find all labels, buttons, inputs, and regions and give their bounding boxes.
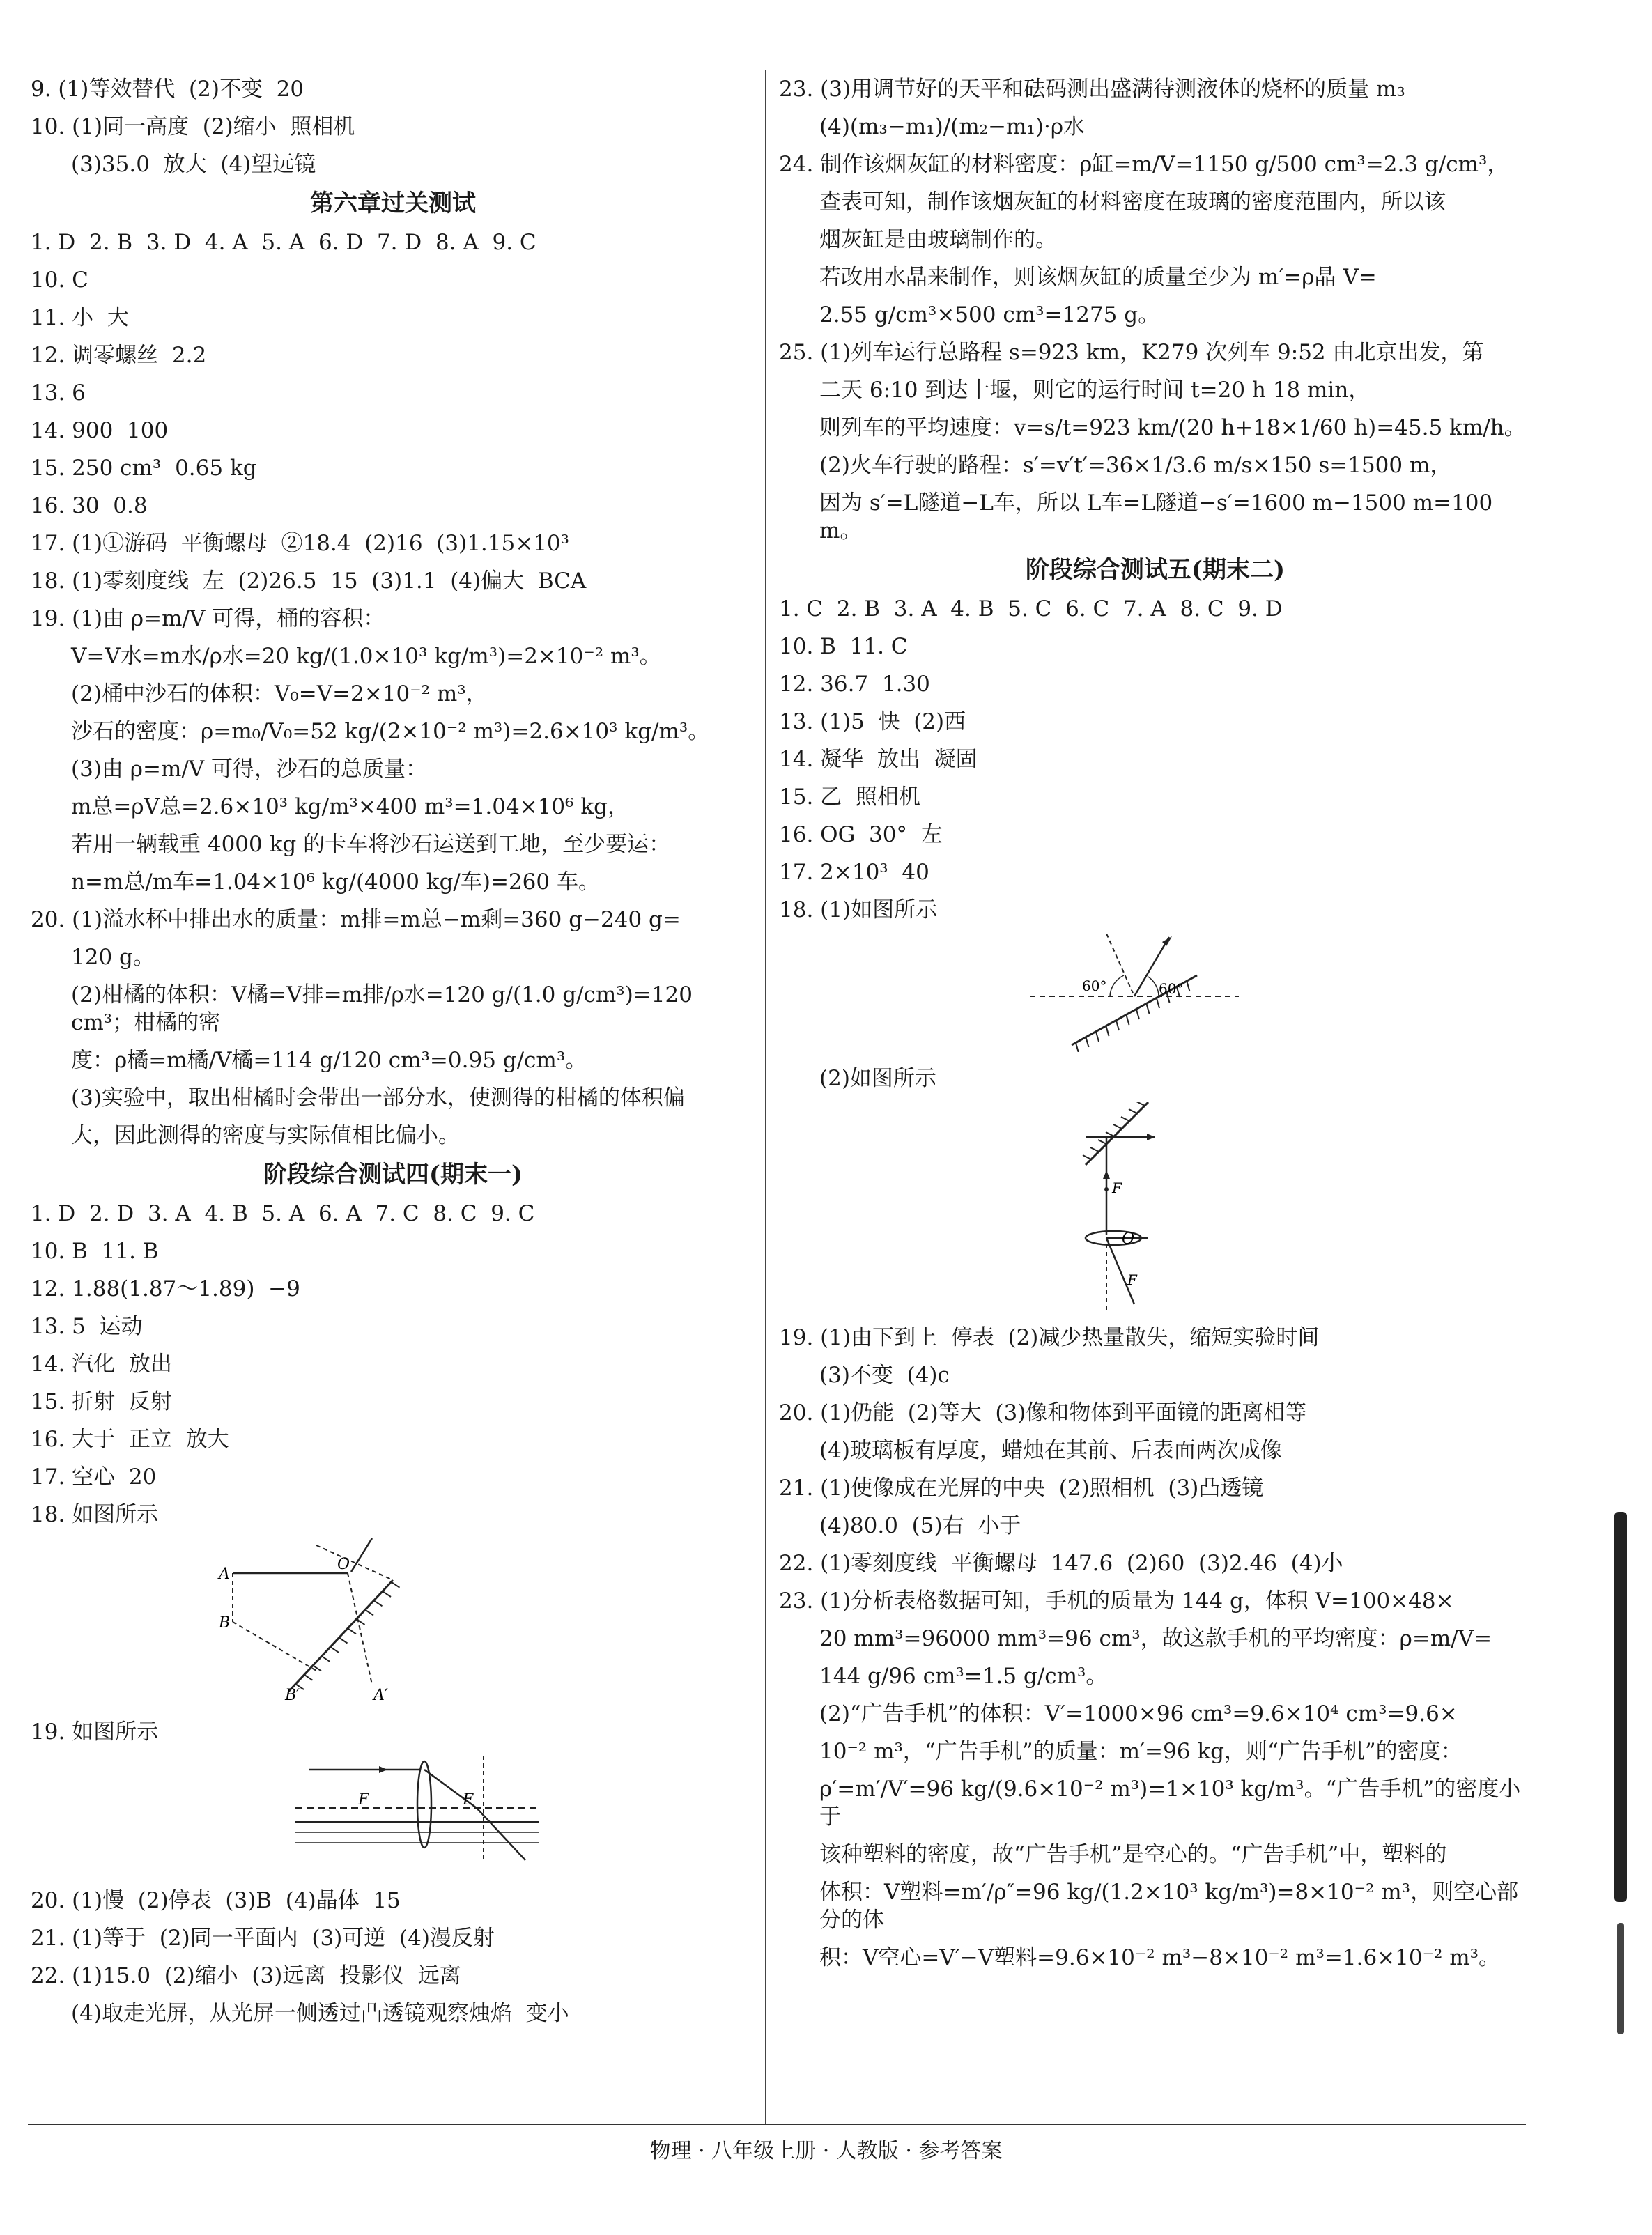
answer-line: (2)火车行驶的路程：s′=v′t′=36×1/3.6 m/s×150 s=1500 m， [819,453,1452,478]
answer-line: 144 g/96 cm³=1.5 g/cm³。 [819,1664,1108,1689]
answer-line: 11. 小 大 [31,305,129,330]
answer-line: (3)实验中，取出柑橘时会带出一部分水，使测得的柑橘的体积偏 [71,1085,685,1111]
answer-line: 19. (1)由 ρ=m/V 可得，桶的容积： [31,606,385,631]
answer-line: 19. 如图所示 [31,1719,159,1745]
answer-line: 22. (1)15.0 (2)缩小 (3)远离 投影仪 远离 [31,1963,461,1988]
answer-line: (4)80.0 (5)右 小于 [819,1513,1021,1538]
answer-line: 23. (3)用调节好的天平和砝码测出盛满待测液体的烧杯的质量 m₃ [779,77,1405,102]
answer-line: 12. 36.7 1.30 [779,672,930,697]
section-heading: 阶段综合测试五(期末二) [1025,556,1286,584]
answer-line: 度：ρ橘=m橘/V橘=114 g/120 cm³=0.95 g/cm³。 [71,1048,587,1073]
answer-line: 24. 制作该烟灰缸的材料密度：ρ缸=m/V=1150 g/500 cm³=2.3 g/cm³， [779,152,1509,177]
answer-line: 若用一辆载重 4000 kg 的卡车将沙石运送到工地，至少要运： [71,832,671,857]
answer-line: 16. 30 0.8 [31,493,148,518]
answer-line: 17. 2×10³ 40 [779,860,929,885]
answer-line: 18. (1)如图所示 [779,897,938,922]
answer-line: 1. D 2. B 3. D 4. A 5. A 6. D 7. D 8. A 9. C [31,230,536,255]
answer-line: 12. 1.88(1.87～1.89) −9 [31,1276,300,1301]
answer-line: ρ′=m′/V′=96 kg/(9.6×10⁻² m³)=1×10³ kg/m³。“广告手机”的密度小于 [819,1777,1521,1830]
fig-label: A′ [373,1687,388,1704]
fig-label: B [219,1614,231,1632]
answer-line: 二天 6:10 到达十堰，则它的运行时间 t=20 h 18 min， [819,378,1371,403]
scan-edge-shadow [1614,1512,1627,1902]
figure-fig18R2 [779,1102,1531,1311]
answer-line: 2.55 g/cm³×500 cm³=1275 g。 [819,302,1160,327]
answer-line: 沙石的密度：ρ=m₀/V₀=52 kg/(2×10⁻² m³)=2.6×10³ kg/m³。 [71,719,710,744]
answer-line: 大，因此测得的密度与实际值相比偏小。 [71,1123,460,1148]
answer-line: 1. D 2. D 3. A 4. B 5. A 6. A 7. C 8. C 9. C [31,1201,535,1226]
lens-refraction-diagram [295,1756,546,1874]
answer-line: 19. (1)由下到上 停表 (2)减少热量散失，缩短实验时间 [779,1325,1320,1350]
answer-line: 17. (1)①游码 平衡螺母 ②18.4 (2)16 (3)1.15×10³ [31,531,570,556]
fig-label: F [463,1791,474,1809]
answer-line: 18. (1)零刻度线 左 (2)26.5 15 (3)1.1 (4)偏大 BCA [31,569,587,594]
fig-label: 60° [1082,977,1107,994]
answer-line: (2)“广告手机”的体积：V′=1000×96 cm³=9.6×10⁴ cm³=9.6× [819,1701,1458,1726]
answer-line: 积：V空心=V′−V塑料=9.6×10⁻² m³−8×10⁻² m³=1.6×10⁻² m³。 [819,1945,1501,1970]
footer-rule [28,2124,1526,2125]
answer-line: 21. (1)使像成在光屏的中央 (2)照相机 (3)凸透镜 [779,1476,1264,1501]
fig-label: B′ [285,1687,300,1704]
answer-line: 120 g。 [71,945,155,970]
answer-line: (2)如图所示 [819,1066,936,1091]
answer-line: 10. B 11. C [779,634,908,659]
answer-line: 若改用水晶来制作，则该烟灰缸的质量至少为 m′=ρ晶 V= [819,265,1377,290]
answer-line: 25. (1)列车运行总路程 s=923 km，K279 次列车 9:52 由北京出发，第 [779,340,1484,365]
answer-line: 9. (1)等效替代 (2)不变 20 [31,77,304,102]
answer-line: 15. 乙 照相机 [779,784,920,810]
fig-label: F [1112,1180,1122,1196]
answer-line: 15. 折射 反射 [31,1389,172,1414]
right-column [779,75,1531,1981]
answer-line: 20 mm³=96000 mm³=96 cm³，故这款手机的平均密度：ρ=m/V= [819,1626,1492,1651]
fig-label: F [1127,1271,1137,1288]
answer-line: 10⁻² m³，“广告手机”的质量：m′=96 kg，则“广告手机”的密度： [819,1739,1462,1764]
answer-line: 22. (1)零刻度线 平衡螺母 147.6 (2)60 (3)2.46 (4)小 [779,1551,1343,1576]
answer-line: V=V水=m水/ρ水=20 kg/(1.0×10³ kg/m³)=2×10⁻² m³。 [71,644,661,669]
answer-line: 17. 空心 20 [31,1464,157,1490]
mirror-angle-diagram [1030,934,1253,1052]
answer-line: 23. (1)分析表格数据可知，手机的质量为 144 g，体积 V=100×48× [779,1588,1454,1614]
answer-line: 20. (1)溢水杯中排出水的质量：m排=m总−m剩=360 g−240 g= [31,907,681,932]
answer-line: 13. 5 运动 [31,1314,143,1339]
answer-line: 因为 s′=L隧道−L车，所以 L车=L隧道−s′=1600 m−1500 m=100 m。 [819,490,1500,543]
answer-line: (4)(m₃−m₁)/(m₂−m₁)·ρ水 [819,114,1086,139]
answer-line: 10. C [31,268,88,293]
answer-line: 13. (1)5 快 (2)西 [779,709,966,734]
fig-label: O [337,1556,350,1573]
answer-line: (3)35.0 放大 (4)望远镜 [71,152,316,177]
answer-line: 18. 如图所示 [31,1502,159,1527]
fig-label: F [358,1791,369,1809]
section-heading: 阶段综合测试四(期末一) [263,1161,523,1189]
answer-line: (3)不变 (4)c [819,1363,950,1388]
figure-fig18R1 [779,934,1531,1052]
answer-line: 13. 6 [31,380,86,405]
answer-line: 查表可知，制作该烟灰缸的材料密度在玻璃的密度范围内，所以该 [819,190,1446,215]
answer-line: (4)取走光屏，从光屏一侧透过凸透镜观察烛焰 变小 [71,2001,569,2026]
answer-line: 14. 汽化 放出 [31,1352,172,1377]
fig-label: 60° [1159,980,1184,997]
answer-line: 烟灰缸是由玻璃制作的。 [819,227,1057,252]
answer-line: 14. 900 100 [31,418,169,443]
answer-line: n=m总/m车=1.04×10⁶ kg/(4000 kg/车)=260 车。 [71,869,600,895]
left-column [31,75,755,2037]
answer-line: 该种塑料的密度，故“广告手机”是空心的。“广告手机”中，塑料的 [819,1842,1447,1867]
answer-line: (2)柑橘的体积：V橘=V排=m排/ρ水=120 g/(1.0 g/cm³)=120 cm³；柑橘的密 [71,982,700,1035]
answer-line: 16. 大于 正立 放大 [31,1427,229,1452]
answer-line: 21. (1)等于 (2)同一平面内 (3)可逆 (4)漫反射 [31,1926,495,1951]
page-footer: 物理 · 八年级上册 · 人教版 · 参考答案 [649,2139,1003,2163]
section-heading: 第六章过关测试 [310,190,476,217]
fig-label: A [219,1565,230,1583]
figure-fig19L [31,1756,755,1874]
answer-line: (3)由 ρ=m/V 可得，沙石的总质量： [71,757,428,782]
answer-line: (4)玻璃板有厚度，蜡烛在其前、后表面两次成像 [819,1438,1282,1463]
figure-fig18L [31,1538,755,1706]
answer-line: 12. 调零螺丝 2.2 [31,343,207,368]
answer-line: 10. B 11. B [31,1239,159,1264]
answer-line: (2)桶中沙石的体积：V₀=V=2×10⁻² m³， [71,681,488,706]
mirror-lens-diagram [1058,1102,1253,1311]
fig-label: O [1122,1230,1135,1248]
answer-line: 1. C 2. B 3. A 4. B 5. C 6. C 7. A 8. C 9. D [779,596,1283,621]
answer-line: 20. (1)慢 (2)停表 (3)B (4)晶体 15 [31,1888,401,1913]
reflection-diagram [212,1538,421,1706]
answer-line: 14. 凝华 放出 凝固 [779,747,978,772]
scan-edge-shadow [1617,1923,1624,2034]
answer-line: m总=ρV总=2.6×10³ kg/m³×400 m³=1.04×10⁶ kg， [71,794,630,819]
answer-line: 则列车的平均速度：v=s/t=923 km/(20 h+18×1/60 h)=45.5 km/h。 [819,415,1526,440]
answer-line: 10. (1)同一高度 (2)缩小 照相机 [31,114,355,139]
answer-line: 15. 250 cm³ 0.65 kg [31,456,257,481]
answer-line: 16. OG 30° 左 [779,822,943,847]
column-divider [765,70,766,2125]
answer-line: 体积：V塑料=m′/ρ″=96 kg/(1.2×10³ kg/m³)=8×10⁻² m³，则空心部分的体 [819,1880,1519,1933]
answer-line: 20. (1)仍能 (2)等大 (3)像和物体到平面镜的距离相等 [779,1400,1307,1425]
